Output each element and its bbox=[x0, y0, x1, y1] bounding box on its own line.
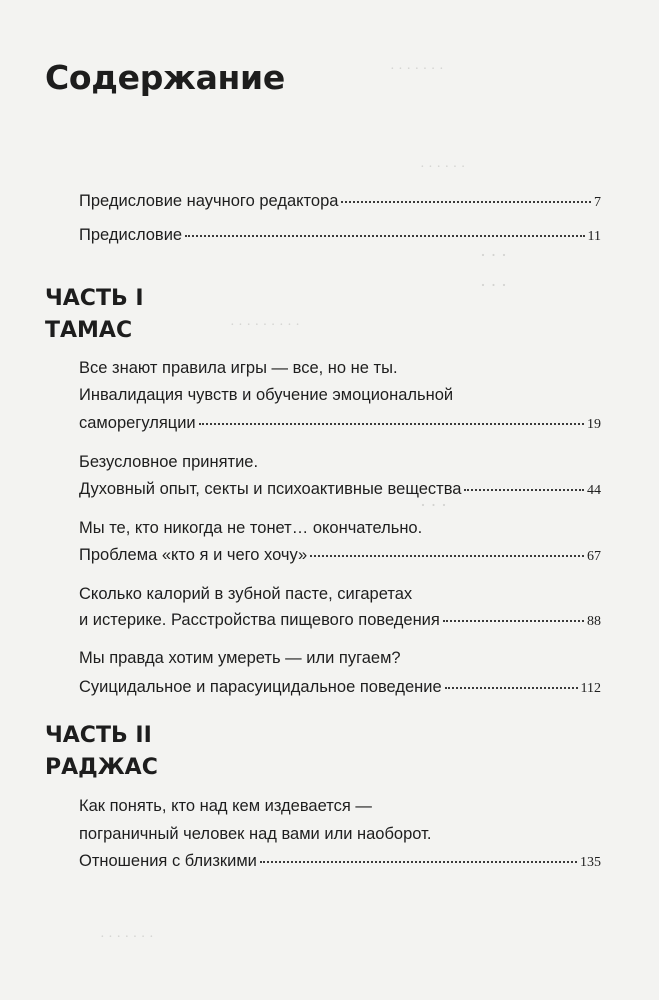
toc-entry[interactable] bbox=[79, 190, 601, 214]
chapter-line-text: и истерике. Расстройства пищевого поведения bbox=[79, 611, 440, 629]
leader-dots bbox=[199, 423, 584, 425]
toc-entry-page: 112 bbox=[580, 681, 601, 696]
leader-dots bbox=[341, 201, 591, 203]
chapter-line bbox=[79, 850, 601, 874]
chapter-line bbox=[79, 384, 601, 406]
toc-entry-page: 44 bbox=[587, 483, 601, 498]
chapter-line-text: Все знают правила игры — все, но не ты. bbox=[79, 359, 398, 377]
chapter-line-text: саморегуляции bbox=[79, 414, 196, 432]
toc-entry-title: Предисловие научного редактора bbox=[79, 192, 339, 210]
toc-entry-page: 67 bbox=[587, 549, 601, 564]
chapter-line bbox=[79, 451, 601, 473]
leader-dots bbox=[445, 687, 578, 689]
chapter-line-text: Как понять, кто над кем издевается — bbox=[79, 797, 372, 815]
leader-dots bbox=[443, 620, 584, 622]
chapter-line bbox=[79, 583, 601, 605]
chapter-line bbox=[79, 609, 601, 633]
chapter-line-text: Мы те, кто никогда не тонет… окончательно. bbox=[79, 519, 423, 537]
chapter-line-text: Духовный опыт, секты и психоактивные вещества bbox=[79, 480, 462, 498]
chapter-line-text: Сколько калорий в зубной пасте, сигаретах bbox=[79, 585, 413, 603]
page-title: Содержание bbox=[45, 58, 285, 97]
chapter-line-text: Инвалидация чувств и обучение эмоциональной bbox=[79, 386, 454, 404]
toc-entry-page: 19 bbox=[587, 417, 601, 432]
part-name: РАДЖАС bbox=[45, 755, 158, 780]
part-name: ТАМАС bbox=[45, 318, 133, 343]
chapter-line bbox=[79, 478, 601, 502]
toc-entry[interactable] bbox=[79, 224, 601, 248]
chapter-line bbox=[79, 517, 601, 539]
toc-entry-page: 135 bbox=[580, 855, 601, 870]
chapter-line bbox=[79, 357, 601, 379]
leader-dots bbox=[185, 235, 584, 237]
chapter-line-text: Безусловное принятие. bbox=[79, 453, 259, 471]
chapter-line-text: Отношения с близкими bbox=[79, 852, 257, 870]
chapter-line bbox=[79, 823, 601, 845]
chapter-line-text: Мы правда хотим умереть — или пугаем? bbox=[79, 649, 401, 667]
part-label: ЧАСТЬ I bbox=[45, 286, 144, 311]
chapter-line-text: Суицидальное и парасуицидальное поведение bbox=[79, 678, 442, 696]
chapter-line bbox=[79, 795, 601, 817]
leader-dots bbox=[260, 861, 577, 863]
chapter-line bbox=[79, 647, 601, 669]
part-label: ЧАСТЬ II bbox=[45, 723, 152, 748]
toc-entry-page: 11 bbox=[587, 229, 601, 244]
chapter-line-text: Проблема «кто я и чего хочу» bbox=[79, 546, 308, 564]
chapter-line-text: пограничный человек над вами или наоборот. bbox=[79, 825, 432, 843]
toc-entry-page: 88 bbox=[587, 614, 601, 629]
chapter-line bbox=[79, 412, 601, 436]
chapter-line bbox=[79, 544, 601, 568]
chapter-line bbox=[79, 676, 601, 700]
toc-entry-page: 7 bbox=[594, 195, 601, 210]
leader-dots bbox=[310, 555, 584, 557]
toc-entry-title: Предисловие bbox=[79, 226, 183, 244]
leader-dots bbox=[464, 489, 584, 491]
